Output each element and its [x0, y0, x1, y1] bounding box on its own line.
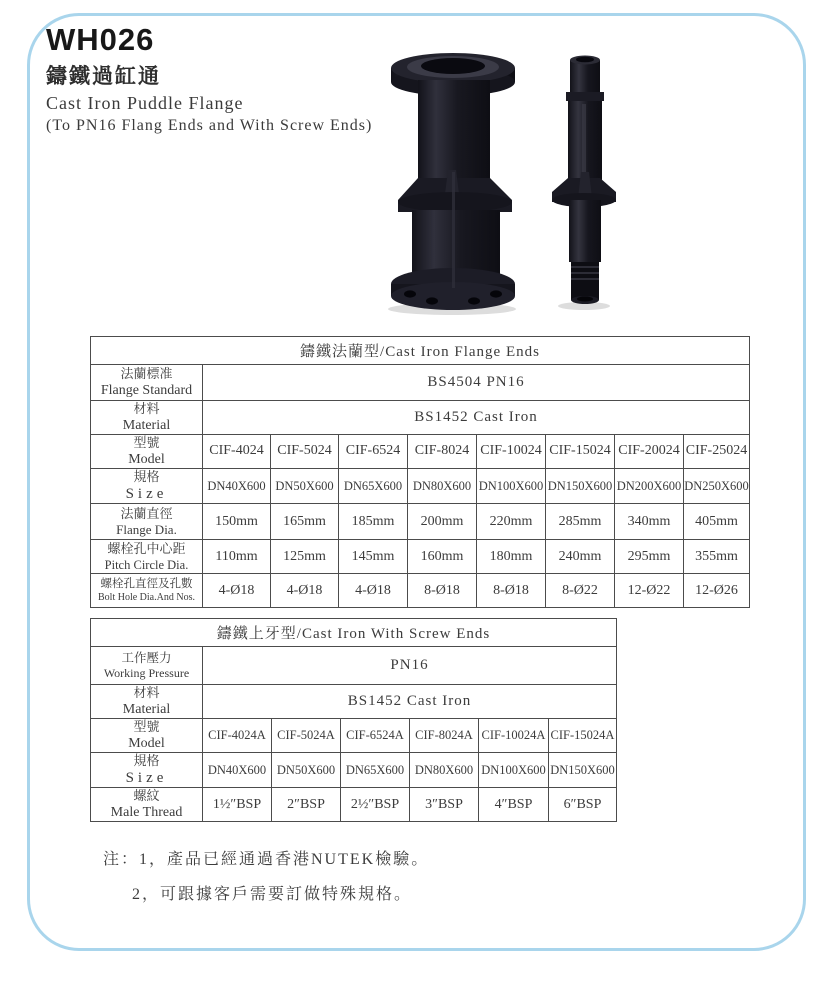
spec-cell: DN50X600 [272, 752, 341, 787]
product-title-english: Cast Iron Puddle Flange [46, 92, 244, 113]
spec-cell: 165mm [271, 504, 339, 540]
spec-cell: 355mm [684, 540, 750, 574]
spec-cell: 185mm [339, 504, 408, 540]
spec-cell: 4-Ø18 [203, 574, 271, 608]
page-header [46, 24, 372, 135]
table-row [91, 540, 750, 574]
spec-cell: 150mm [203, 504, 271, 540]
spec-cell: DN150X600 [546, 468, 615, 503]
table-row [91, 365, 750, 401]
spec-cell: 4″BSP [479, 788, 549, 822]
spec-cell: 180mm [477, 540, 546, 574]
spec-cell: CIF-15024A [549, 718, 617, 752]
spec-cell: 6″BSP [549, 788, 617, 822]
spec-cell: 110mm [203, 540, 271, 574]
spec-cell: DN80X600 [410, 752, 479, 787]
spec-cell: 12-Ø26 [684, 574, 750, 608]
product-title-chinese: 鑄鐵過缸通 [46, 63, 161, 88]
spec-cell: 8-Ø18 [408, 574, 477, 608]
row-label-en: Size [125, 769, 168, 786]
spec-cell: CIF-8024 [408, 434, 477, 468]
table-row [91, 504, 750, 540]
table-title-row [91, 619, 617, 647]
row-label-zh: 型號 [133, 434, 160, 450]
flange-ends-product-photo-icon [388, 52, 524, 318]
spec-cell: PN16 [203, 647, 617, 685]
table-row [91, 434, 750, 468]
row-label-en: Model [128, 451, 165, 467]
row-label [91, 401, 203, 435]
row-label-zh: 規格 [133, 468, 160, 484]
spec-cell: DN200X600 [615, 468, 684, 503]
spec-cell: 340mm [615, 504, 684, 540]
spec-cell: DN150X600 [549, 752, 617, 787]
spec-cell: CIF-5024A [272, 718, 341, 752]
row-label [91, 685, 203, 719]
row-label [91, 365, 203, 401]
spec-cell: CIF-20024 [615, 434, 684, 468]
row-label-zh: 工作壓力 [121, 651, 172, 666]
spec-cell: CIF-10024 [477, 434, 546, 468]
spec-cell: 4-Ø18 [339, 574, 408, 608]
spec-cell: DN100X600 [479, 752, 549, 787]
row-label-en: Pitch Circle Dia. [104, 557, 189, 572]
row-label-zh: 法蘭標准 [120, 366, 173, 381]
spec-cell: CIF-6524 [339, 434, 408, 468]
row-label [91, 540, 203, 574]
spec-cell: 8-Ø22 [546, 574, 615, 608]
spec-cell: CIF-4024A [203, 718, 272, 752]
product-code: WH026 [46, 22, 155, 57]
spec-cell: 2″BSP [272, 788, 341, 822]
row-label [91, 752, 203, 787]
row-label [91, 434, 203, 468]
row-label-zh: 型號 [133, 718, 160, 734]
spec-cell: DN40X600 [203, 752, 272, 787]
row-label [91, 504, 203, 540]
spec-cell: CIF-15024 [546, 434, 615, 468]
flange-ends-spec-table [90, 336, 750, 608]
table-row [91, 685, 617, 719]
spec-cell: 240mm [546, 540, 615, 574]
spec-cell: CIF-6524A [341, 718, 410, 752]
row-label-en: Working Pressure [103, 665, 190, 680]
spec-cell: BS1452 Cast Iron [203, 401, 750, 435]
row-label-en: Bolt Hole Dia.And Nos. [98, 592, 195, 604]
table-row [91, 788, 617, 822]
row-label [91, 647, 203, 685]
row-label-en: Material [122, 701, 171, 717]
table-row [91, 718, 617, 752]
row-label-zh: 法蘭直徑 [120, 505, 173, 521]
spec-cell: CIF-4024 [203, 434, 271, 468]
spec-cell: 285mm [546, 504, 615, 540]
row-label-zh: 材料 [133, 685, 160, 700]
spec-cell: DN80X600 [408, 468, 477, 503]
spec-cell: 295mm [615, 540, 684, 574]
spec-cell: 4-Ø18 [271, 574, 339, 608]
spec-cell: 2½″BSP [341, 788, 410, 822]
spec-cell: 3″BSP [410, 788, 479, 822]
row-label-en: Flange Dia. [116, 521, 177, 537]
row-label-en: Flange Standard [100, 382, 193, 398]
row-label [91, 468, 203, 503]
screw-ends-spec-table [90, 618, 617, 822]
row-label-zh: 螺栓孔中心距 [107, 540, 186, 556]
row-label [91, 574, 203, 608]
spec-cell: BS1452 Cast Iron [203, 685, 617, 719]
note-line-2: 2，可跟據客戶需要訂做特殊規格。 [132, 886, 413, 903]
table-title: 鑄鐵上牙型/Cast Iron With Screw Ends [91, 619, 617, 647]
spec-cell: CIF-10024A [479, 718, 549, 752]
spec-cell: 160mm [408, 540, 477, 574]
note-line-1: 注：1，產品已經通過香港NUTEK檢驗。 [103, 851, 430, 868]
spec-cell: BS4504 PN16 [203, 365, 750, 401]
row-label-zh: 規格 [133, 752, 160, 768]
table-row [91, 752, 617, 787]
table-row [91, 468, 750, 503]
spec-cell: CIF-8024A [410, 718, 479, 752]
spec-cell: DN50X600 [271, 468, 339, 503]
row-label-zh: 螺栓孔直徑及孔數 [100, 578, 193, 591]
table-row [91, 401, 750, 435]
row-label-en: Size [125, 485, 168, 502]
spec-cell: DN250X600 [684, 468, 750, 503]
product-photos [380, 50, 640, 318]
spec-cell: DN65X600 [341, 752, 410, 787]
row-label [91, 718, 203, 752]
table-title-row [91, 337, 750, 365]
screw-ends-product-photo-icon [548, 54, 620, 312]
spec-cell: CIF-5024 [271, 434, 339, 468]
spec-cell: 8-Ø18 [477, 574, 546, 608]
spec-cell: 12-Ø22 [615, 574, 684, 608]
footnotes [103, 846, 429, 904]
row-label-zh: 材料 [133, 401, 160, 416]
table-row [91, 647, 617, 685]
spec-cell: DN65X600 [339, 468, 408, 503]
product-subtitle: (To PN16 Flang Ends and With Screw Ends) [46, 116, 373, 134]
row-label-en: Material [122, 417, 171, 433]
row-label-en: Model [128, 735, 165, 751]
spec-cell: 1½″BSP [203, 788, 272, 822]
row-label-zh: 螺紋 [133, 788, 160, 804]
row-label [91, 788, 203, 822]
spec-cell: 200mm [408, 504, 477, 540]
spec-cell: 220mm [477, 504, 546, 540]
spec-cell: CIF-25024 [684, 434, 750, 468]
row-label-en: Male Thread [110, 805, 183, 821]
spec-cell: 125mm [271, 540, 339, 574]
spec-cell: 405mm [684, 504, 750, 540]
table-title: 鑄鐵法蘭型/Cast Iron Flange Ends [91, 337, 750, 365]
spec-cell: 145mm [339, 540, 408, 574]
spec-cell: DN40X600 [203, 468, 271, 503]
spec-cell: DN100X600 [477, 468, 546, 503]
table-row [91, 574, 750, 608]
